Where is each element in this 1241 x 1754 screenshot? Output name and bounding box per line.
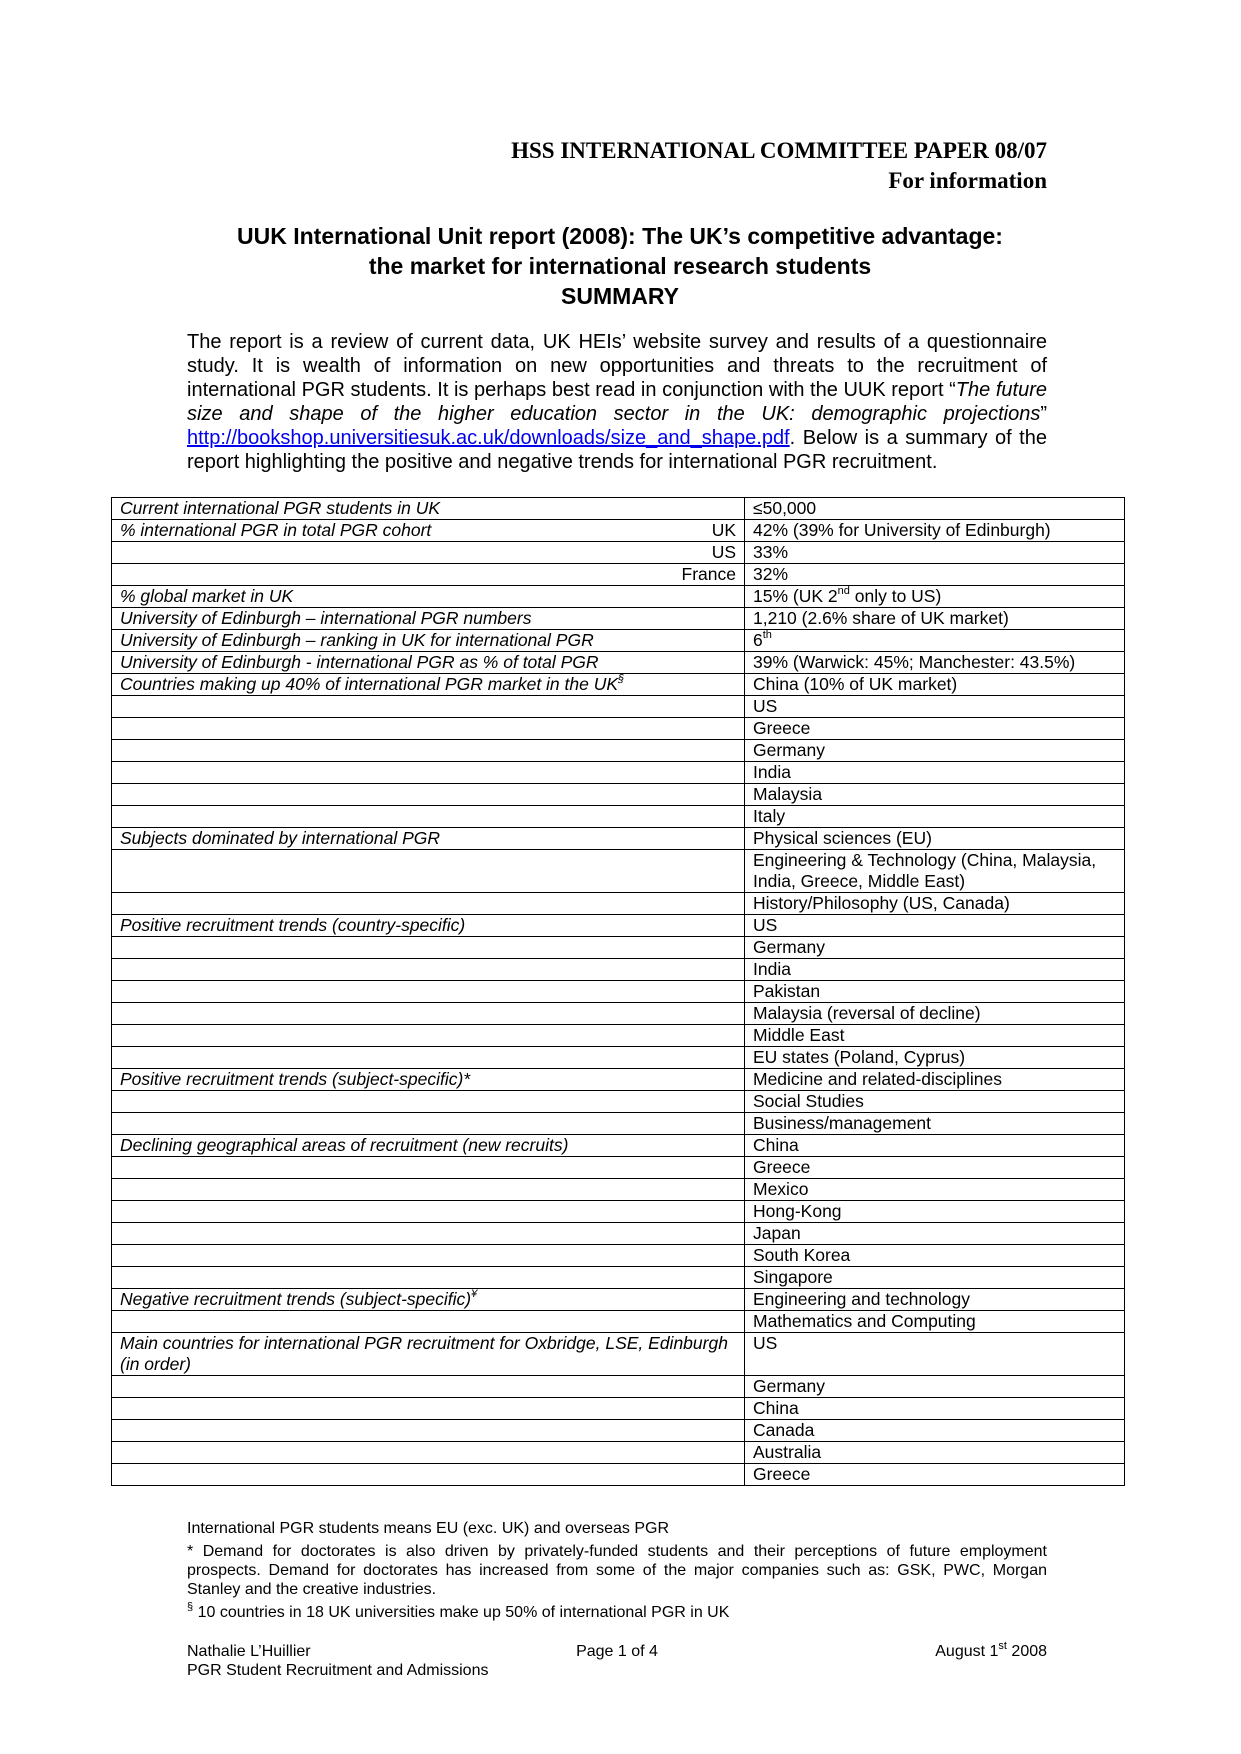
table-row (112, 1069, 1125, 1091)
row-label (112, 1047, 745, 1069)
row-value-text: Greece (753, 1157, 811, 1177)
row-value (745, 1245, 1125, 1267)
row-value (745, 1135, 1125, 1157)
row-label (112, 1245, 745, 1267)
table-row (112, 1091, 1125, 1113)
intro-paragraph (187, 330, 1047, 474)
table-row (112, 520, 1125, 542)
row-value (745, 1442, 1125, 1464)
row-value-text: Middle East (753, 1025, 845, 1045)
section-symbol: § (187, 1600, 194, 1613)
row-label (112, 937, 745, 959)
row-value (745, 850, 1125, 893)
section-footnote-text: 10 countries in 18 UK universities make up 50% of international PGR in UK (193, 1604, 730, 1621)
table-row (112, 608, 1125, 630)
row-label-text: Positive recruitment trends (subject-specific)* (120, 1069, 471, 1089)
row-value (745, 1398, 1125, 1420)
row-value-part: 2 (827, 586, 838, 606)
row-value-text: 1,210 (2.6% share of UK market) (753, 608, 1009, 628)
table-row (112, 1135, 1125, 1157)
row-label (112, 1311, 745, 1333)
row-label (112, 1376, 745, 1398)
committee-header (511, 136, 1047, 196)
row-value (745, 1003, 1125, 1025)
footnote-marker: § (618, 673, 625, 686)
row-value-text: Mexico (753, 1179, 809, 1199)
row-value-text: India (753, 762, 791, 782)
date-text: August 1 (935, 1643, 999, 1660)
row-label (112, 586, 745, 608)
row-label-text: Negative recruitment trends (subject-specific) (120, 1289, 472, 1309)
row-value (745, 1113, 1125, 1135)
row-value-part: 15% (UK (753, 586, 828, 606)
title-summary: SUMMARY (561, 283, 679, 309)
summary-table-body (112, 498, 1125, 1486)
row-label (112, 1025, 745, 1047)
row-value-text: Greece (753, 1464, 811, 1484)
row-value (745, 1376, 1125, 1398)
row-value-text: Singapore (753, 1267, 833, 1287)
row-value-text: Mathematics and Computing (753, 1311, 976, 1331)
table-row (112, 1179, 1125, 1201)
row-label (112, 828, 745, 850)
row-value (745, 915, 1125, 937)
table-row (112, 762, 1125, 784)
row-value (745, 718, 1125, 740)
row-value (745, 520, 1125, 542)
row-value (745, 1420, 1125, 1442)
row-value-text: 39% (Warwick: 45%; Manchester: 43.5%) (753, 652, 1076, 672)
row-value (745, 498, 1125, 520)
table-row (112, 806, 1125, 828)
row-value (745, 674, 1125, 696)
row-value (745, 784, 1125, 806)
row-country-label: France (681, 564, 736, 584)
row-label (112, 893, 745, 915)
row-label (112, 1003, 745, 1025)
table-row (112, 740, 1125, 762)
row-value (745, 1201, 1125, 1223)
table-row (112, 850, 1125, 893)
row-value-part: nd (837, 585, 850, 598)
row-value-text: Hong-Kong (753, 1201, 842, 1221)
row-value-text: Japan (753, 1223, 801, 1243)
row-value (745, 893, 1125, 915)
footer-author: Nathalie L’Huillier (187, 1643, 311, 1660)
row-value-text: Australia (753, 1442, 822, 1462)
row-label (112, 1464, 745, 1486)
row-value-text: Engineering and technology (753, 1289, 970, 1309)
definition-note: International PGR students means EU (exc. UK) and overseas PGR (187, 1520, 669, 1537)
row-value-text: US (753, 1333, 778, 1353)
table-row (112, 1003, 1125, 1025)
row-value-text: India (753, 959, 791, 979)
row-value-text: Business/management (753, 1113, 932, 1133)
row-label (112, 498, 745, 520)
row-label (112, 1223, 745, 1245)
row-label (112, 1289, 745, 1311)
title-line-1: UUK International Unit report (2008): The UK’s competitive advantage: (237, 223, 1003, 249)
row-value (745, 1333, 1125, 1376)
row-label-text: University of Edinburgh - international PGR as % of total PGR (120, 652, 599, 672)
row-label (112, 1091, 745, 1113)
referenced-report-title: The future size and shape of the higher education sector in the UK: demographic projections (187, 379, 1047, 425)
row-value (745, 586, 1125, 608)
row-value (745, 542, 1125, 564)
report-title (150, 221, 1090, 311)
row-label (112, 915, 745, 937)
row-value (745, 564, 1125, 586)
row-value (745, 806, 1125, 828)
table-row (112, 1157, 1125, 1179)
table-row (112, 959, 1125, 981)
row-label (112, 1179, 745, 1201)
row-value (745, 1047, 1125, 1069)
row-label (112, 762, 745, 784)
row-label-text: Positive recruitment trends (country-specific) (120, 915, 466, 935)
row-label (112, 696, 745, 718)
footnotes (187, 1519, 1047, 1626)
row-value-text: Medicine and related-disciplines (753, 1069, 1003, 1089)
row-value (745, 937, 1125, 959)
row-label (112, 981, 745, 1003)
table-row (112, 564, 1125, 586)
asterisk-footnote: * Demand for doctorates is also driven by privately-funded students and their perceptions of future employment prospects. Demand for doctorates has increased from some of the major companies such as: GSK, PWC, Morgan Stanley and the creative industries. (187, 1543, 1047, 1598)
row-value (745, 1157, 1125, 1179)
table-row (112, 828, 1125, 850)
row-label-text: Subjects dominated by international PGR (120, 828, 441, 848)
row-label-text: University of Edinburgh – ranking in UK for international PGR (120, 630, 594, 650)
row-label (112, 1420, 745, 1442)
row-value-text: China (10% of UK market) (753, 674, 958, 694)
row-value (745, 1311, 1125, 1333)
row-value-text: South Korea (753, 1245, 851, 1265)
section-footnote (187, 1600, 1047, 1622)
row-value (745, 1025, 1125, 1047)
row-value (745, 696, 1125, 718)
row-value-text: Canada (753, 1420, 815, 1440)
row-value-part: only to US) (849, 586, 942, 606)
row-label-text: Current international PGR students in UK (120, 498, 441, 518)
row-country-label: US (711, 542, 736, 562)
table-row (112, 1464, 1125, 1486)
table-row (112, 674, 1125, 696)
row-label (112, 652, 745, 674)
row-value-text: Pakistan (753, 981, 821, 1001)
intro-quote-close: ” (1040, 403, 1047, 425)
table-row (112, 981, 1125, 1003)
row-label (112, 959, 745, 981)
row-value-text: US (753, 915, 778, 935)
row-value (745, 981, 1125, 1003)
row-label (112, 1267, 745, 1289)
table-row (112, 1113, 1125, 1135)
row-label (112, 718, 745, 740)
row-value (745, 762, 1125, 784)
row-value (745, 959, 1125, 981)
table-row (112, 1311, 1125, 1333)
date-year: 2008 (1006, 1643, 1048, 1660)
table-row (112, 1245, 1125, 1267)
row-value-text: Engineering & Technology (China, Malaysia, India, Greece, Middle East) (753, 850, 1097, 891)
row-value-text: China (753, 1398, 799, 1418)
intro-text: The report is a review of current data, UK HEIs’ website survey and results of a questionnaire study. It is wealth of information on new opportunities and threats to the recruitment of international PGR students. It is perhaps best read in conjunction with the UUK report “ (187, 331, 1047, 401)
row-value-text: Greece (753, 718, 811, 738)
table-row (112, 696, 1125, 718)
row-label-text: % international PGR in total PGR cohort (120, 520, 432, 540)
table-row (112, 1398, 1125, 1420)
row-value (745, 1464, 1125, 1486)
row-value (745, 740, 1125, 762)
footnote-marker: ¥ (471, 1288, 478, 1301)
table-row (112, 1201, 1125, 1223)
row-label (112, 608, 745, 630)
committee-paper-number: HSS INTERNATIONAL COMMITTEE PAPER 08/07 (511, 138, 1047, 163)
row-value-text: Malaysia (reversal of decline) (753, 1003, 981, 1023)
row-value-text: Social Studies (753, 1091, 864, 1111)
row-value (745, 608, 1125, 630)
footer-date (760, 1639, 1048, 1661)
row-value-text: Italy (753, 806, 786, 826)
row-value (745, 1223, 1125, 1245)
table-row (112, 915, 1125, 937)
row-label-text: Countries making up 40% of international PGR market in the UK (120, 674, 619, 694)
table-row (112, 630, 1125, 652)
footer-department: PGR Student Recruitment and Admissions (187, 1662, 489, 1679)
row-value-text: China (753, 1135, 799, 1155)
table-row (112, 586, 1125, 608)
row-value-text: ≤50,000 (753, 498, 817, 518)
row-label (112, 520, 745, 542)
table-row (112, 1289, 1125, 1311)
row-value (745, 1069, 1125, 1091)
row-label-text: University of Edinburgh – international PGR numbers (120, 608, 532, 628)
date-ordinal: st (998, 1639, 1007, 1652)
table-row (112, 893, 1125, 915)
row-label (112, 806, 745, 828)
row-label (112, 1398, 745, 1420)
row-value (745, 1289, 1125, 1311)
row-value (745, 1179, 1125, 1201)
row-value-text: 33% (753, 542, 789, 562)
table-row (112, 498, 1125, 520)
row-value-text: Malaysia (753, 784, 823, 804)
row-value-text: Germany (753, 740, 825, 760)
table-row (112, 784, 1125, 806)
footer-page-number: Page 1 of 4 (576, 1643, 658, 1660)
row-value-text: History/Philosophy (US, Canada) (753, 893, 1010, 913)
row-label-text: % global market in UK (120, 586, 294, 606)
row-value-text: Germany (753, 1376, 825, 1396)
title-line-2: the market for international research students (368, 253, 872, 279)
table-row (112, 1376, 1125, 1398)
row-value-text: Germany (753, 937, 825, 957)
row-label (112, 850, 745, 893)
row-value-text: EU states (Poland, Cyprus) (753, 1047, 966, 1067)
table-row (112, 542, 1125, 564)
row-label (112, 674, 745, 696)
row-value-text: Physical sciences (EU) (753, 828, 932, 848)
row-label (112, 1442, 745, 1464)
row-label (112, 564, 745, 586)
row-value-text: US (753, 696, 778, 716)
row-label (112, 1069, 745, 1091)
row-label (112, 1201, 745, 1223)
row-value-text: 42% (39% for University of Edinburgh) (753, 520, 1051, 540)
table-row (112, 718, 1125, 740)
table-row (112, 937, 1125, 959)
row-label (112, 1157, 745, 1179)
row-value-text: 32% (753, 564, 789, 584)
report-link[interactable]: http://bookshop.universitiesuk.ac.uk/downloads/size_and_shape.pdf (187, 427, 790, 449)
row-label (112, 1333, 745, 1376)
row-value (745, 828, 1125, 850)
row-label (112, 630, 745, 652)
table-row (112, 1333, 1125, 1376)
table-row (112, 1223, 1125, 1245)
table-row (112, 652, 1125, 674)
table-row (112, 1420, 1125, 1442)
row-value (745, 652, 1125, 674)
table-row (112, 1267, 1125, 1289)
summary-table (111, 497, 1125, 1486)
row-label (112, 784, 745, 806)
paper-purpose: For information (888, 168, 1047, 193)
row-value (745, 1267, 1125, 1289)
intro-text-end: . Below is a summary of the report highlighting the positive and negative trends for international PGR recruitment. (187, 427, 1047, 473)
row-label (112, 1135, 745, 1157)
row-value-text: 6 (753, 630, 763, 650)
row-label-text: Declining geographical areas of recruitment (new recruits) (120, 1135, 569, 1155)
row-label (112, 740, 745, 762)
table-row (112, 1025, 1125, 1047)
page-footer (187, 1639, 1048, 1680)
table-row (112, 1047, 1125, 1069)
ordinal-suffix: th (762, 629, 772, 642)
table-row (112, 1442, 1125, 1464)
row-label (112, 542, 745, 564)
row-value (745, 630, 1125, 652)
row-label-text: Main countries for international PGR recruitment for Oxbridge, LSE, Edinburgh (in order) (120, 1333, 728, 1374)
row-label (112, 1113, 745, 1135)
row-value (745, 1091, 1125, 1113)
row-country-label: UK (711, 520, 736, 540)
